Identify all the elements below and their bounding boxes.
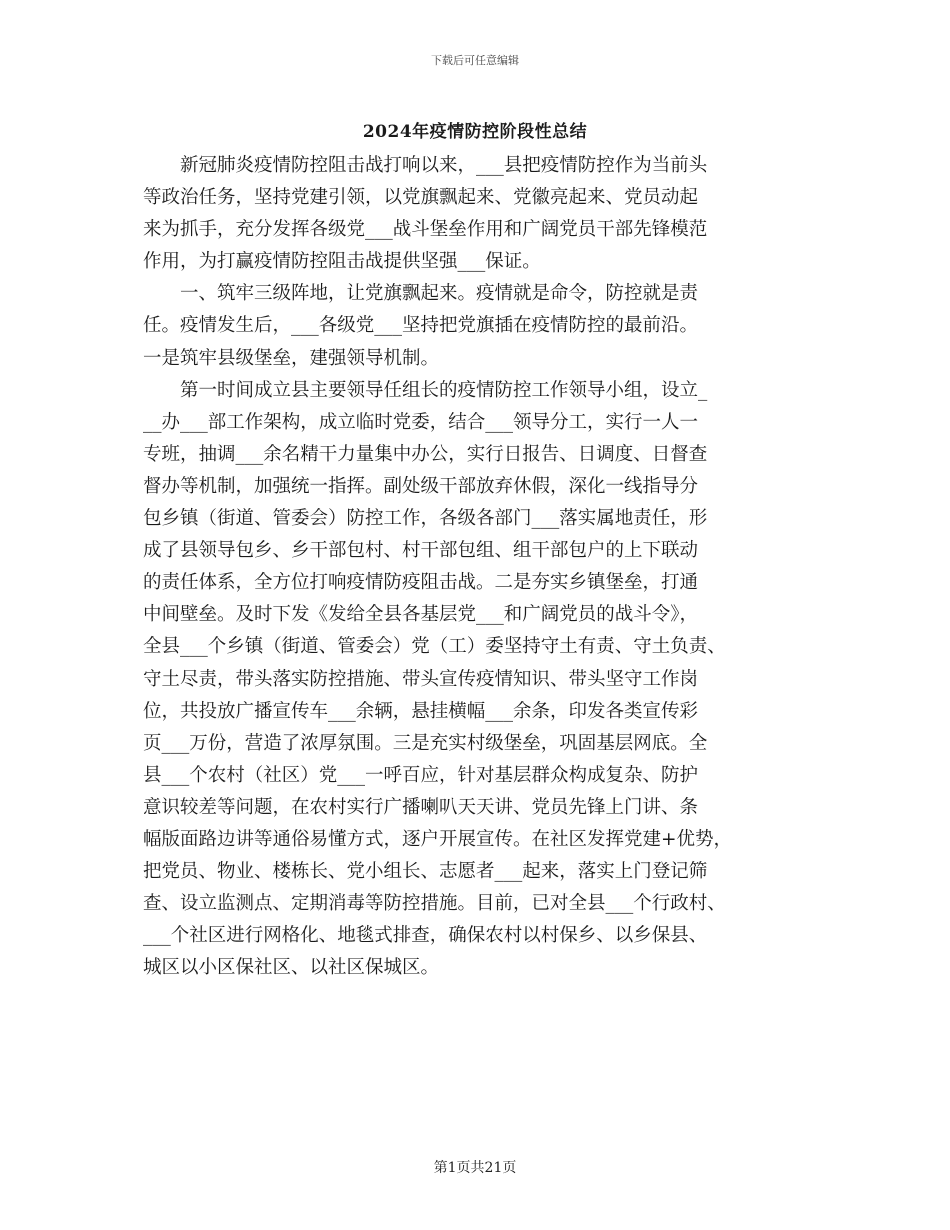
- body-line: 幅版面路边讲等通俗易懂方式，逐户开展宣传。在社区发挥党建+优势，: [143, 828, 733, 850]
- body-line: 中间壁垒。及时下发《发给全县各基层党___和广阔党员的战斗令》，: [143, 604, 699, 626]
- body-line: 的责任体系，全方位打响疫情防疫阻击战。二是夯实乡镇堡垒，打通: [143, 572, 699, 594]
- header-note: 下载后可任意编辑: [431, 54, 519, 67]
- body-line: 一是筑牢县级堡垒，建强领导机制。: [143, 347, 440, 369]
- body-line: 把党员、物业、楼栋长、党小组长、志愿者___起来，落实上门登记筛: [143, 861, 708, 883]
- body-line: 页___万份，营造了浓厚氛围。三是充实村级堡垒，巩固基层网底。全: [143, 732, 708, 754]
- page-number: 第1页共21页: [433, 1160, 517, 1176]
- body-line: 县___个农村（社区）党___一呼百应，针对基层群众构成复杂、防护: [143, 764, 699, 786]
- body-line: 成了县领导包乡、乡干部包村、村干部包组、组干部包户的上下联动: [143, 540, 699, 562]
- body-line: 城区以小区保社区、以社区保城区。: [143, 957, 440, 979]
- body-line: 作用，为打赢疫情防控阻击战提供坚强___保证。: [143, 251, 541, 273]
- body-line: 位，共投放广播宣传车___余辆，悬挂横幅___余条，印发各类宣传彩: [143, 700, 699, 722]
- body-line: 一、筑牢三级阵地，让党旗飘起来。疫情就是命令，防控就是责: [143, 283, 699, 305]
- body-line: ___个社区进行网格化、地毯式排查，确保农村以村保乡、以乡保县、: [143, 925, 708, 947]
- body-line: 守土尽责，带头落实防控措施、带头宣传疫情知识、带头坚守工作岗: [143, 668, 699, 690]
- body-line: 来为抓手，充分发挥各级党___战斗堡垒作用和广阔党员干部先锋模范: [143, 219, 708, 241]
- body-line: 包乡镇（街道、管委会）防控工作，各级各部门___落实属地责任，形: [143, 508, 708, 530]
- body-line: 新冠肺炎疫情防控阻击战打响以来，___县把疫情防控作为当前头: [143, 155, 708, 176]
- body-line: __办___部工作架构，成立临时党委，结合___领导分工，实行一人一: [143, 411, 699, 433]
- body-line: 任。疫情发生后，___各级党___坚持把党旗插在疫情防控的最前沿。: [143, 315, 699, 337]
- document-body: [143, 150, 823, 984]
- body-line: 意识较差等问题，在农村实行广播喇叭天天讲、党员先锋上门讲、条: [143, 796, 699, 818]
- document-title: 2024年疫情防控阶段性总结: [362, 122, 588, 142]
- body-line: 第一时间成立县主要领导任组长的疫情防控工作领导小组，设立_: [143, 379, 708, 401]
- body-line: 督办等机制，加强统一指挥。副处级干部放弃休假，深化一线指导分: [143, 475, 699, 497]
- body-line: 全县___个乡镇（街道、管委会）党（工）委坚持守土有责、守土负责、: [143, 636, 726, 658]
- body-line: 查、设立监测点、定期消毒等防控措施。目前，已对全县___个行政村、: [143, 893, 726, 915]
- body-line: 等政治任务，坚持党建引领，以党旗飘起来、党徽亮起来、党员动起: [143, 187, 699, 209]
- body-line: 专班，抽调___余名精干力量集中办公，实行日报告、日调度、日督查: [143, 443, 708, 465]
